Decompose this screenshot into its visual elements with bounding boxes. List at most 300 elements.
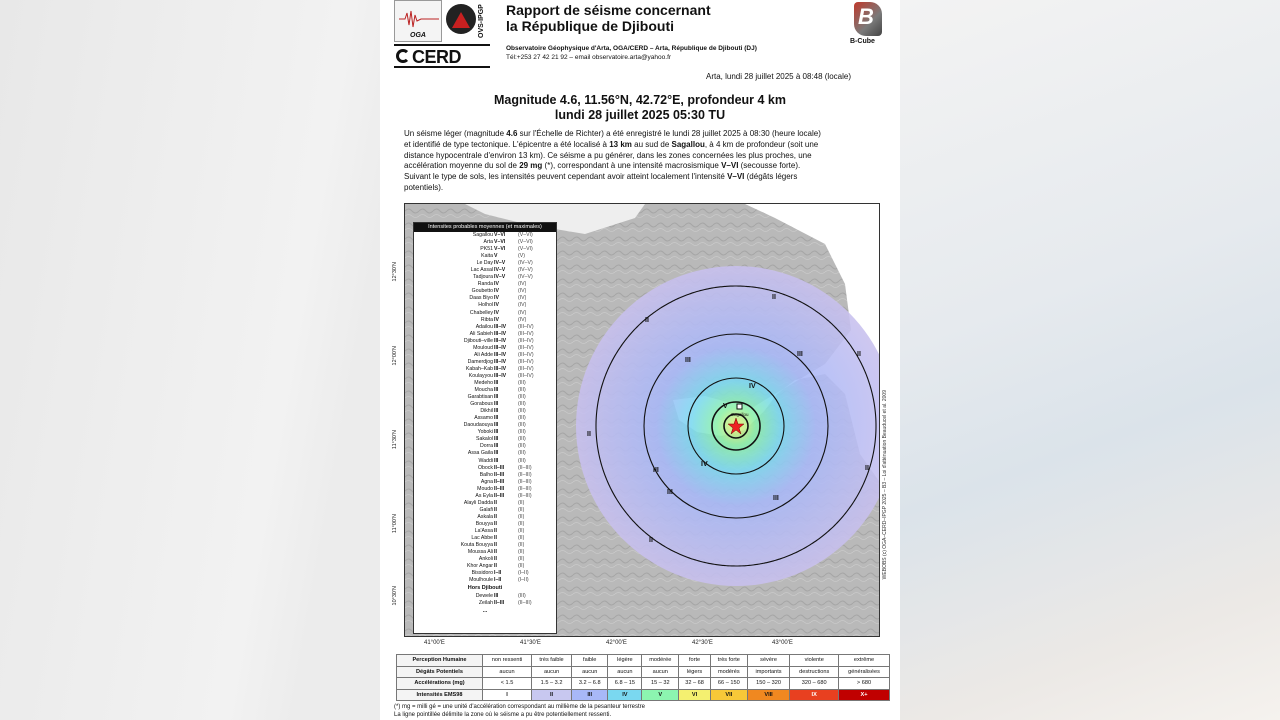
legend-max-intensity: (IV) xyxy=(518,316,527,323)
legend-row xyxy=(414,486,556,493)
legend-intensity: III–IV xyxy=(494,372,507,379)
legend-intensity: III xyxy=(494,443,499,450)
legend-row xyxy=(414,479,556,486)
legend-max-intensity: (III–IV) xyxy=(518,344,534,351)
legend-intensity: III–IV xyxy=(494,358,507,365)
bcube-mark: B xyxy=(858,4,874,29)
scale-row-acceleration xyxy=(397,678,890,690)
legend-place: Sakalol xyxy=(475,436,493,443)
para-text: (secousse forte). Suivant le type de sols, les intensités peuvent cependant avoir atteint localement l'intensité xyxy=(404,161,801,182)
legend-row xyxy=(414,535,556,542)
scale-cell-acc: 3.2 – 6.8 xyxy=(572,678,608,690)
legend-place: Randa xyxy=(477,281,493,288)
legend-row xyxy=(414,549,556,556)
legend-place: Arta xyxy=(483,239,493,246)
legend-row xyxy=(414,288,556,295)
legend-row xyxy=(414,493,556,500)
legend-intensity: II xyxy=(494,506,497,513)
svg-text:III: III xyxy=(653,467,659,474)
svg-text:II: II xyxy=(865,465,869,472)
bcube-logo xyxy=(850,2,890,46)
sagallou-marker-icon xyxy=(737,404,742,409)
legend-intensity: III xyxy=(494,436,499,443)
legend-row xyxy=(414,317,556,324)
oga-logo-label: OGA xyxy=(410,32,426,39)
scale-cell-perception: non ressenti xyxy=(483,655,532,667)
legend-intensity: V–VI xyxy=(494,239,506,246)
cerd-logo-label: CERD xyxy=(412,47,462,67)
legend-row xyxy=(414,500,556,507)
legend-row xyxy=(414,556,556,563)
legend-intensity: III xyxy=(494,450,499,457)
legend-row xyxy=(414,366,556,373)
legend-place: Agna xyxy=(480,478,493,485)
legend-intensity: III xyxy=(494,379,499,386)
legend-place: Bouyya xyxy=(475,520,493,527)
legend-place: Bissidoro xyxy=(471,570,493,577)
legend-row xyxy=(414,239,556,246)
headline-line-2: lundi 28 juillet 2025 05:30 TU xyxy=(554,108,726,122)
svg-text:II: II xyxy=(772,294,776,301)
legend-place: Khor Angar xyxy=(467,563,493,570)
lat-label: 11°00'N xyxy=(392,514,398,534)
title-line-1: Rapport de séisme concernant xyxy=(506,2,711,18)
legend-place: Dikhil xyxy=(480,408,493,415)
legend-place: Ali Adde xyxy=(473,351,493,358)
scale-cell-acc: 15 – 32 xyxy=(642,678,679,690)
legend-intensity: II xyxy=(494,542,497,549)
scale-cell-perception: légère xyxy=(608,655,642,667)
legend-place: Assa Gaila xyxy=(467,450,493,457)
legend-row xyxy=(414,267,556,274)
lon-label: 42°30'E xyxy=(692,640,713,646)
scale-cell-acc: 66 – 150 xyxy=(710,678,747,690)
legend-max-intensity: (III–IV) xyxy=(518,323,534,330)
legend-intensity: II–III xyxy=(494,600,505,607)
legend-intensity: II–III xyxy=(494,471,505,478)
legend-place: Alayli Dadda xyxy=(463,499,493,506)
scale-cell-degats: importants xyxy=(747,666,790,678)
ovs-logo xyxy=(444,0,478,42)
scale-cell-intens: VII xyxy=(710,689,747,701)
legend-place: Djibouti–ville xyxy=(463,337,493,344)
legend-max-intensity: (II) xyxy=(518,527,525,534)
legend-rows xyxy=(414,232,556,584)
legend-max-intensity: (III) xyxy=(518,394,526,401)
legend-row xyxy=(414,408,556,415)
legend-place: As Eyla xyxy=(475,492,493,499)
map-credit: WEBOBS (c) OGA–CERD–IPGP 2025 – B3 – Loi d'atténuation Beauducel et al. 2009 xyxy=(882,390,888,580)
legend-row xyxy=(414,429,556,436)
para-place: Sagallou xyxy=(671,139,705,149)
legend-row xyxy=(414,345,556,352)
scale-cell-degats: aucun xyxy=(483,666,532,678)
legend-max-intensity: (III–IV) xyxy=(518,337,534,344)
legend-row xyxy=(414,295,556,302)
legend-intensity: III xyxy=(494,408,499,415)
legend-intensity: II xyxy=(494,520,497,527)
legend-intensity: II–III xyxy=(494,492,505,499)
legend-row xyxy=(414,352,556,359)
legend-row xyxy=(414,514,556,521)
legend-intensity: I–II xyxy=(494,570,502,577)
legend-row xyxy=(414,359,556,366)
legend-max-intensity: (III) xyxy=(518,422,526,429)
legend-place: Dewele xyxy=(475,593,493,600)
legend-intensity: II xyxy=(494,556,497,563)
legend-place: Ribta xyxy=(480,316,493,323)
scale-row-label: Dégâts Potentiels xyxy=(397,666,483,678)
legend-max-intensity: (II–III) xyxy=(518,600,532,607)
legend-place: Yoboki xyxy=(477,429,493,436)
svg-text:IV: IV xyxy=(701,461,708,468)
para-text: , à 4 km de profondeur (soit une distance hypocentrale d'environ 13 km). Ce séisme a pu générer, dans les zones concernées les plus proches, une accélération moyenne du sol de xyxy=(404,139,819,171)
scale-cell-perception: extrême xyxy=(839,655,890,667)
svg-text:III: III xyxy=(685,357,691,364)
legend-intensity: II xyxy=(494,535,497,542)
legend-intensity: II–III xyxy=(494,478,505,485)
scale-cell-intens: IV xyxy=(608,689,642,701)
legend-max-intensity: (III) xyxy=(518,415,526,422)
legend-place: Moudo xyxy=(477,485,493,492)
scale-row-perception xyxy=(397,655,890,667)
legend-place: Galafi xyxy=(479,506,493,513)
scale-row-label: Perception Humaine xyxy=(397,655,483,667)
legend-intensity: V–VI xyxy=(494,246,506,253)
ovs-logo-label: OVS-IPGP xyxy=(478,4,485,38)
legend-intensity: IV xyxy=(494,302,499,309)
legend-intensity: IV xyxy=(494,288,499,295)
svg-text:V: V xyxy=(723,403,728,410)
legend-max-intensity: (III–IV) xyxy=(518,372,534,379)
legend-place: Assamo xyxy=(474,415,493,422)
legend-place: La'Assa xyxy=(474,527,493,534)
bcube-logo-label: B-Cube xyxy=(850,38,875,45)
legend-max-intensity: (IV) xyxy=(518,302,527,309)
scale-cell-intens: I xyxy=(483,689,532,701)
scale-cell-intens: III xyxy=(572,689,608,701)
svg-text:III: III xyxy=(667,489,673,496)
scale-cell-degats: généralisées xyxy=(839,666,890,678)
scale-cell-intens: X+ xyxy=(839,689,890,701)
logos xyxy=(394,0,490,70)
legend-max-intensity: (V–VI) xyxy=(518,232,533,238)
legend-row xyxy=(414,570,556,577)
legend-row xyxy=(414,260,556,267)
scale-row-damage xyxy=(397,666,890,678)
legend-intensity: IV xyxy=(494,316,499,323)
scale-cell-perception: sévère xyxy=(747,655,790,667)
footnote-line-2: La ligne pointillée délimite la zone où le séisme a pu être potentiellement ressenti. xyxy=(394,711,612,718)
legend-row xyxy=(414,232,556,239)
legend-row xyxy=(414,450,556,457)
legend-max-intensity: (IV–V) xyxy=(518,267,533,274)
legend-intensity: II xyxy=(494,549,497,556)
para-intensity: V–VI xyxy=(721,161,739,171)
headline-line-1: Magnitude 4.6, 11.56°N, 42.72°E, profondeur 4 km xyxy=(493,93,787,107)
legend-place: Chabelley xyxy=(469,309,493,316)
legend-row xyxy=(414,246,556,253)
legend-row xyxy=(414,387,556,394)
legend-place: Medeho xyxy=(474,379,493,386)
legend-title: Intensites probables moyennes (et maximales) xyxy=(414,223,556,232)
legend-place: Dorra xyxy=(480,443,493,450)
legend-place: Gorabous xyxy=(470,401,493,408)
legend-intensity: III xyxy=(494,401,499,408)
legend-max-intensity: (III) xyxy=(518,408,526,415)
lon-label: 41°00'E xyxy=(424,640,445,646)
legend-intensity: III xyxy=(494,394,499,401)
event-headline xyxy=(380,93,900,123)
legend-place: Holhol xyxy=(478,302,493,309)
lat-label: 12°00'N xyxy=(392,346,398,366)
legend-max-intensity: (III) xyxy=(518,429,526,436)
legend-intensity: IV xyxy=(494,295,499,302)
legend-intensity: IV–V xyxy=(494,260,506,267)
legend-intensity: III–IV xyxy=(494,330,507,337)
legend-row xyxy=(414,593,556,600)
legend-intensity: II xyxy=(494,527,497,534)
scale-cell-perception: faible xyxy=(572,655,608,667)
legend-row xyxy=(414,577,556,584)
scale-cell-intens: V xyxy=(642,689,679,701)
legend-row xyxy=(414,443,556,450)
scale-cell-degats: aucun xyxy=(532,666,572,678)
para-distance: 13 km xyxy=(609,139,632,149)
legend-max-intensity: (II) xyxy=(518,513,525,520)
lat-label: 12°30'N xyxy=(392,262,398,282)
legend-max-intensity: (IV) xyxy=(518,309,527,316)
lat-label: 11°30'N xyxy=(392,430,398,450)
legend-max-intensity: (II) xyxy=(518,563,525,570)
para-text: sur l'Échelle de Richter) a été enregistré le lundi 28 juillet 2025 à 08:30 (heure locale) et identifié de type tectonique. L'épicentre a été localisé à xyxy=(404,129,821,149)
legend-row xyxy=(414,338,556,345)
intensity-legend xyxy=(413,222,557,634)
legend-max-intensity: (I–II) xyxy=(518,570,529,577)
scale-cell-intens: VIII xyxy=(747,689,790,701)
legend-intensity: III–IV xyxy=(494,323,507,330)
legend-place: Lac Assal xyxy=(470,267,493,274)
volcano-icon xyxy=(452,12,470,28)
cerd-mark-icon xyxy=(396,49,410,63)
legend-intensity: V xyxy=(494,253,498,260)
scale-row-label: Intensités EMS98 xyxy=(397,689,483,701)
legend-place: Daoudaouya xyxy=(463,422,493,429)
legend-row xyxy=(414,310,556,317)
title-line-2: la République de Djibouti xyxy=(506,18,674,34)
legend-row xyxy=(414,542,556,549)
legend-place: Goubetto xyxy=(471,288,493,295)
legend-intensity: III–IV xyxy=(494,344,507,351)
legend-max-intensity: (III) xyxy=(518,457,526,464)
legend-place: Damerdjog xyxy=(467,358,493,365)
para-text: Un séisme léger (magnitude xyxy=(404,129,507,138)
legend-row xyxy=(414,458,556,465)
svg-text:II: II xyxy=(587,431,591,438)
intensity-scale-table xyxy=(396,654,890,701)
lon-label: 42°00'E xyxy=(606,640,627,646)
legend-place: Garabtisan xyxy=(467,394,493,401)
legend-row xyxy=(414,380,556,387)
legend-intensity: III xyxy=(494,415,499,422)
legend-max-intensity: (II) xyxy=(518,506,525,513)
legend-intensity: III xyxy=(494,387,499,394)
legend-max-intensity: (II–III) xyxy=(518,485,532,492)
legend-place: Balho xyxy=(479,471,493,478)
legend-intensity: V–VI xyxy=(494,232,506,238)
legend-max-intensity: (IV) xyxy=(518,295,527,302)
scale-cell-perception: très faible xyxy=(532,655,572,667)
seismogram-icon xyxy=(399,9,439,29)
legend-place: Sagallou xyxy=(472,232,493,238)
scale-cell-perception: forte xyxy=(679,655,711,667)
scale-cell-perception: violente xyxy=(790,655,839,667)
legend-max-intensity: (II–III) xyxy=(518,478,532,485)
para-intensity-local: V–VI xyxy=(727,172,745,182)
org-info xyxy=(506,44,757,62)
legend-intensity: IV xyxy=(494,281,499,288)
legend-intensity: II xyxy=(494,499,497,506)
legend-place: Zeilah xyxy=(478,600,493,607)
scale-cell-acc: > 680 xyxy=(839,678,890,690)
legend-section-hors-djibouti: Hors Djibouti xyxy=(467,585,503,592)
legend-intensity: III–IV xyxy=(494,351,507,358)
legend-max-intensity: (III) xyxy=(518,450,526,457)
legend-place: Moussa Ali xyxy=(467,549,493,556)
scale-cell-acc: 1.5 – 3.2 xyxy=(532,678,572,690)
legend-row xyxy=(414,394,556,401)
legend-row xyxy=(414,324,556,331)
svg-text:IV: IV xyxy=(749,383,756,390)
para-text: (*), correspondant à une intensité macrosismique xyxy=(542,161,722,171)
legend-row xyxy=(414,373,556,380)
footnote xyxy=(394,704,645,719)
org-line: Observatoire Géophysique d'Arta, OGA/CERD – Arta, République de Djibouti (DJ) xyxy=(506,45,757,52)
legend-max-intensity: (III) xyxy=(518,443,526,450)
para-text: au sud de xyxy=(631,139,672,149)
legend-max-intensity: (IV–V) xyxy=(518,260,533,267)
legend-max-intensity: (II) xyxy=(518,520,525,527)
legend-intensity: II–III xyxy=(494,464,505,471)
legend-row xyxy=(414,415,556,422)
legend-intensity: II xyxy=(494,513,497,520)
legend-place: Mouloud xyxy=(473,344,493,351)
scale-cell-degats: destructions xyxy=(790,666,839,678)
legend-max-intensity: (III) xyxy=(518,401,526,408)
legend-row xyxy=(414,507,556,514)
event-description xyxy=(404,129,824,194)
legend-max-intensity: (III) xyxy=(518,436,526,443)
legend-intensity: III–IV xyxy=(494,337,507,344)
report-dateline: Arta, lundi 28 juillet 2025 à 08:48 (locale) xyxy=(706,72,851,81)
legend-row xyxy=(414,281,556,288)
scale-cell-acc: < 1.5 xyxy=(483,678,532,690)
scale-cell-intens: VI xyxy=(679,689,711,701)
legend-max-intensity: (II–III) xyxy=(518,492,532,499)
para-magnitude: 4.6 xyxy=(506,129,518,138)
scale-cell-degats: aucun xyxy=(642,666,679,678)
legend-max-intensity: (V) xyxy=(518,253,525,260)
background-right xyxy=(900,0,1280,720)
legend-max-intensity: (II) xyxy=(518,556,525,563)
legend-place: Ali Sabieh xyxy=(469,330,493,337)
legend-max-intensity: (II–III) xyxy=(518,471,532,478)
legend-max-intensity: (III–IV) xyxy=(518,365,534,372)
legend-row xyxy=(414,563,556,570)
legend-max-intensity: (II) xyxy=(518,542,525,549)
legend-intensity: III xyxy=(494,422,499,429)
oga-logo xyxy=(394,0,442,42)
scale-cell-acc: 150 – 320 xyxy=(747,678,790,690)
legend-place: Le Day xyxy=(476,260,493,267)
legend-intensity: III xyxy=(494,593,499,600)
legend-row xyxy=(414,436,556,443)
scale-cell-degats: modérés xyxy=(710,666,747,678)
lat-label: 10°30'N xyxy=(392,586,398,606)
scale-row-label: Accélérations (mg) xyxy=(397,678,483,690)
intensity-map xyxy=(404,203,880,637)
lon-label: 43°00'E xyxy=(772,640,793,646)
legend-row xyxy=(414,465,556,472)
legend-more: ... xyxy=(482,608,488,615)
legend-place: Moulhoule xyxy=(469,577,493,584)
legend-place: Lac Abbe xyxy=(471,535,493,542)
lon-label: 41°30'E xyxy=(520,640,541,646)
legend-max-intensity: (III–IV) xyxy=(518,351,534,358)
map-place-label: Sagallou xyxy=(731,412,749,417)
legend-max-intensity: (V–VI) xyxy=(518,239,533,246)
scale-cell-degats: aucun xyxy=(608,666,642,678)
legend-row xyxy=(414,253,556,260)
legend-max-intensity: (II) xyxy=(518,499,525,506)
legend-place: Tadjoura xyxy=(473,274,493,281)
legend-intensity: II xyxy=(494,563,497,570)
legend-max-intensity: (IV–V) xyxy=(518,274,533,281)
legend-row xyxy=(414,331,556,338)
legend-intensity: IV–V xyxy=(494,267,506,274)
legend-intensity: II–III xyxy=(494,485,505,492)
legend-intensity: III xyxy=(494,457,499,464)
legend-place: Ankoli xyxy=(478,556,493,563)
cerd-logo xyxy=(394,44,490,68)
svg-text:II: II xyxy=(645,317,649,324)
legend-rows-hors-djibouti xyxy=(414,593,556,607)
legend-max-intensity: (IV) xyxy=(518,281,527,288)
legend-max-intensity: (I–II) xyxy=(518,577,529,584)
legend-place: Kouta Bouyya xyxy=(460,542,493,549)
legend-place: Moucha xyxy=(474,387,493,394)
legend-row xyxy=(414,422,556,429)
contact-line: Tél:+253 27 42 21 92 – email observatoire.arta@yahoo.fr xyxy=(506,54,672,61)
legend-intensity: IV xyxy=(494,309,499,316)
legend-place: PK51 xyxy=(480,246,493,253)
legend-max-intensity: (II) xyxy=(518,549,525,556)
legend-place: Kaita xyxy=(481,253,493,260)
legend-max-intensity: (II) xyxy=(518,535,525,542)
legend-intensity: IV–V xyxy=(494,274,506,281)
legend-place: Daas Biyo xyxy=(469,295,493,302)
legend-max-intensity: (V–VI) xyxy=(518,246,533,253)
legend-max-intensity: (II–III) xyxy=(518,464,532,471)
scale-cell-acc: 320 – 680 xyxy=(790,678,839,690)
report-page xyxy=(380,0,900,720)
legend-intensity: I–II xyxy=(494,577,502,584)
legend-intensity: III xyxy=(494,429,499,436)
legend-max-intensity: (III) xyxy=(518,593,526,600)
scale-cell-perception: modérée xyxy=(642,655,679,667)
legend-row xyxy=(414,528,556,535)
scale-cell-intens: IX xyxy=(790,689,839,701)
